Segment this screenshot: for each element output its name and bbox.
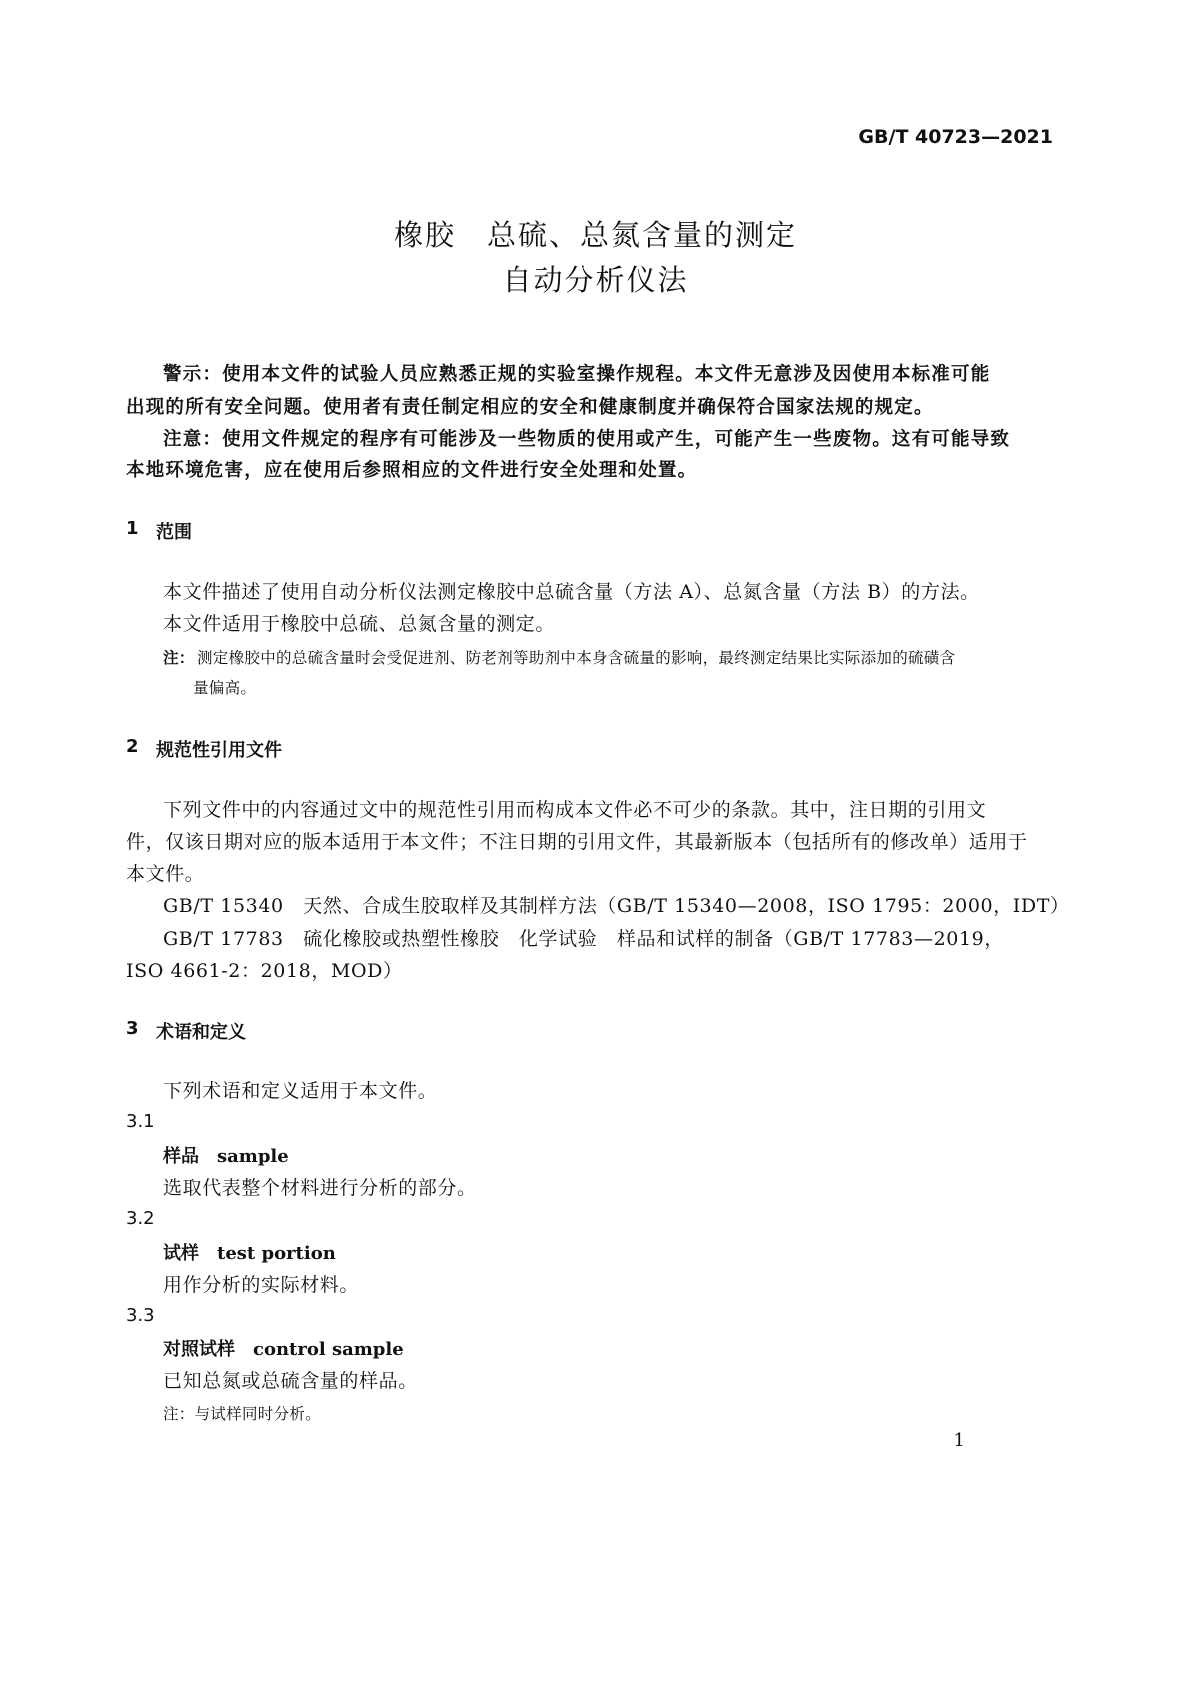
note-text: 量偏高。 xyxy=(193,679,257,697)
paragraph: 下列术语和定义适用于本文件。 xyxy=(163,1080,438,1102)
term-definition: 已知总氮或总硫含量的样品。 xyxy=(163,1370,418,1392)
section-number: 2 xyxy=(126,736,139,757)
section-heading: 规范性引用文件 xyxy=(156,740,282,761)
document-title-line2: 自动分析仪法 xyxy=(502,263,689,297)
document-title-line1: 橡胶 总硫、总氮含量的测定 xyxy=(393,218,797,252)
warning-line1: 警示：使用本文件的试验人员应熟悉正规的实验室操作规程。本文件无意涉及因使用本标准可能 xyxy=(163,364,991,385)
term-definition: 用作分析的实际材料。 xyxy=(163,1274,360,1296)
reference-item: ISO 4661-2：2018，MOD） xyxy=(126,960,403,982)
note-text: 注：与试样同时分析。 xyxy=(163,1405,322,1423)
section-number: 3 xyxy=(126,1018,139,1039)
term-name: 样品 sample xyxy=(163,1146,289,1167)
term-number: 3.2 xyxy=(126,1208,155,1229)
section-number: 1 xyxy=(126,518,139,539)
page-number: 1 xyxy=(953,1430,965,1451)
caution-line2: 本地环境危害，应在使用后参照相应的文件进行安全处理和处置。 xyxy=(126,460,698,481)
section-heading: 范围 xyxy=(156,522,192,543)
caution-line1: 注意：使用文件规定的程序有可能涉及一些物质的使用或产生，可能产生一些废物。这有可能导致 xyxy=(163,429,1011,450)
reference-item: GB/T 17783 硫化橡胶或热塑性橡胶 化学试验 样品和试样的制备（GB/T 17783—2019， xyxy=(163,928,1004,950)
term-name: 对照试样 control sample xyxy=(163,1339,404,1360)
note-text: 测定橡胶中的总硫含量时会受促进剂、防老剂等助剂中本身含硫量的影响，最终测定结果比实际添加的硫磺含 xyxy=(197,649,956,667)
term-number: 3.3 xyxy=(126,1305,155,1326)
term-number: 3.1 xyxy=(126,1111,155,1132)
term-definition: 选取代表整个材料进行分析的部分。 xyxy=(163,1177,477,1199)
paragraph: 本文件适用于橡胶中总硫、总氮含量的测定。 xyxy=(163,613,556,635)
term-name: 试样 test portion xyxy=(163,1243,336,1264)
section-heading: 术语和定义 xyxy=(156,1022,246,1043)
paragraph: 本文件描述了使用自动分析仪法测定橡胶中总硫含量（方法 A）、总氮含量（方法 B）的方法。 xyxy=(163,581,980,603)
paragraph: 下列文件中的内容通过文中的规范性引用而构成本文件必不可少的条款。其中，注日期的引用文 xyxy=(163,799,987,821)
reference-item: GB/T 15340 天然、合成生胶取样及其制样方法（GB/T 15340—2008，ISO 1795：2000，IDT） xyxy=(163,895,1070,917)
note-label: 注： xyxy=(163,649,195,667)
paragraph: 件，仅该日期对应的版本适用于本文件；不注日期的引用文件，其最新版本（包括所有的修改单）适用于 xyxy=(126,831,1028,853)
warning-line2: 出现的所有安全问题。使用者有责任制定相应的安全和健康制度并确保符合国家法规的规定。 xyxy=(126,397,934,418)
paragraph: 本文件。 xyxy=(126,863,205,885)
standard-number: GB/T 40723—2021 xyxy=(858,126,1053,148)
